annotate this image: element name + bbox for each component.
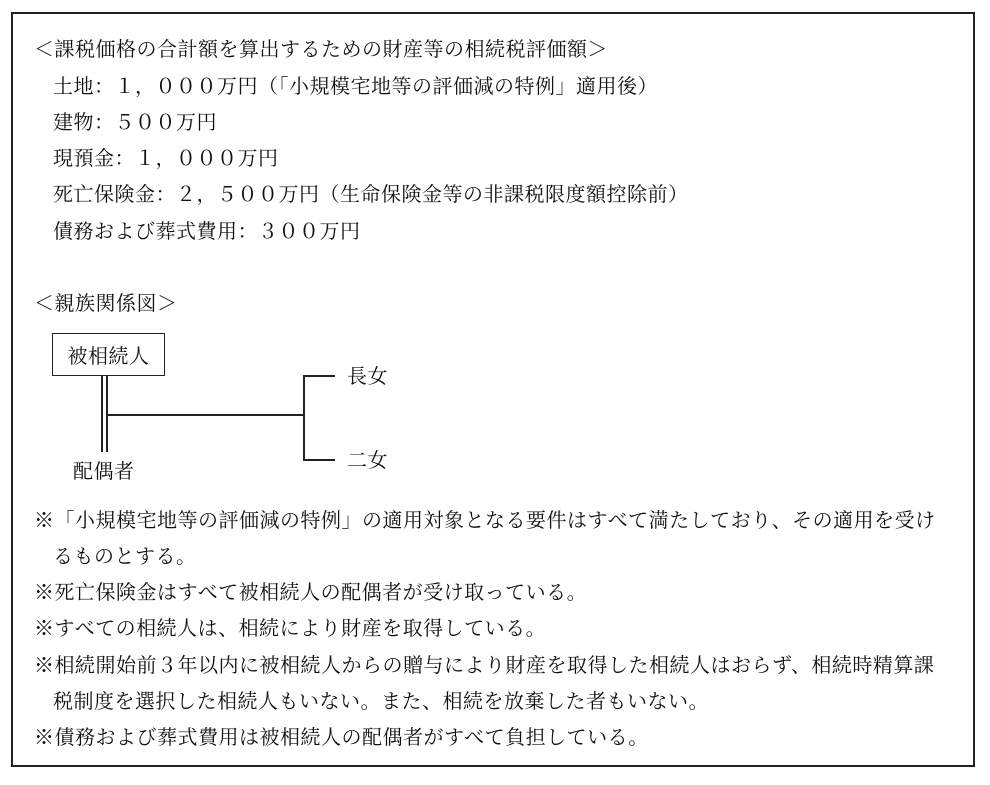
- child2-label: 二女: [347, 448, 388, 472]
- marriage-line-left: [101, 376, 103, 452]
- child1-label: 長女: [347, 364, 388, 388]
- spouse-label: 配偶者: [73, 459, 135, 483]
- note-5: ※債務および葬式費用は被相続人の配偶者がすべて負担している。: [34, 725, 649, 749]
- family-heading: ＜親族関係図＞: [34, 291, 178, 315]
- assets-heading: ＜課税価格の合計額を算出するための財産等の相続税評価額＞: [34, 37, 608, 61]
- children-bracket: [303, 375, 305, 460]
- children-connector: [107, 414, 304, 416]
- note-1-line-2: るものとする。: [53, 544, 197, 568]
- child1-branch: [303, 375, 335, 377]
- note-2: ※死亡保険金はすべて被相続人の配偶者が受け取っている。: [34, 580, 588, 604]
- decedent-box: [52, 333, 165, 376]
- child2-branch: [303, 459, 335, 461]
- decedent-label: 被相続人: [67, 344, 150, 368]
- asset-debts: 債務および葬式費用：３００万円: [53, 219, 361, 243]
- asset-land: 土地：１，０００万円（「小規模宅地等の評価減の特例」適用後）: [53, 74, 658, 98]
- asset-cash: 現預金：１，０００万円: [53, 146, 279, 170]
- note-3: ※すべての相続人は、相続により財産を取得している。: [34, 616, 547, 640]
- asset-insurance: 死亡保険金：２，５００万円（生命保険金等の非課税限度額控除前）: [53, 182, 689, 206]
- note-4-line-1: ※相続開始前３年以内に被相続人からの贈与により財産を取得した相続人はおらず、相続時精算課: [34, 653, 935, 677]
- note-1-line-1: ※「小規模宅地等の評価減の特例」の適用対象となる要件はすべて満たしており、その適用を受け: [34, 508, 936, 532]
- asset-building: 建物：５００万円: [53, 110, 217, 134]
- note-4-line-2: 税制度を選択した相続人もいない。また、相続を放棄した者もいない。: [53, 689, 709, 713]
